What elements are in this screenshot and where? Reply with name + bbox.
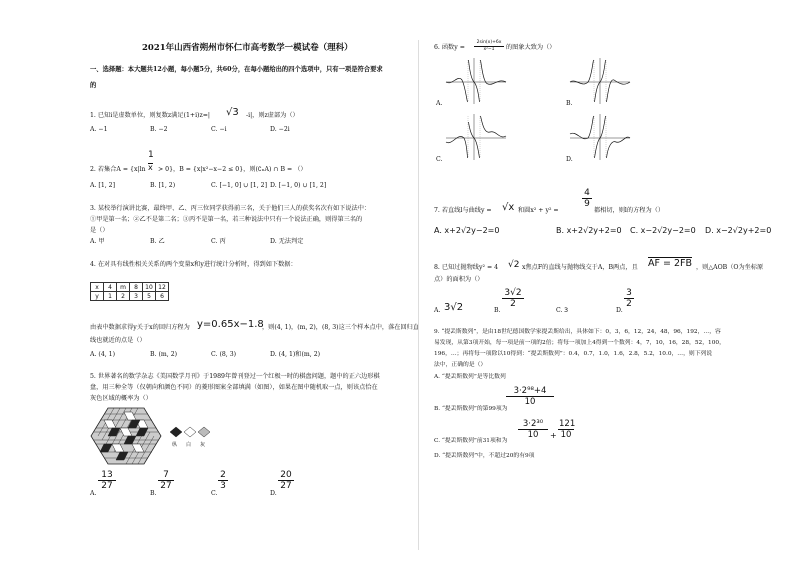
graph-option-c[interactable]: [444, 112, 508, 162]
q7-option-c[interactable]: C. x−2√2y−2=0: [630, 226, 696, 235]
denominator: 27: [101, 481, 113, 491]
table-cell: 3: [130, 292, 143, 301]
q6-option-b[interactable]: B.: [566, 100, 573, 107]
q8-stem-a: 8. 已知过抛物线y² = 4: [434, 264, 499, 271]
q2-option-c[interactable]: C. [−1, 0] ∪ [1, 2]: [211, 182, 268, 189]
q9-line-1: 9. “提丢斯数列”，是由18世纪德国数学家提丢斯给出，具体如下：0，3，6，12，24，48，96，192，…，容: [434, 329, 721, 335]
q4-option-c[interactable]: C. (8, 3): [211, 351, 237, 358]
legend-label-white: 白: [186, 442, 192, 448]
q8-stem-b: x焦点F的直线与抛物线交于A，B两点，且: [522, 264, 638, 271]
q1-stem-a: 1. 已知i是虚数单位，则复数z满足(1+i)z=|: [90, 112, 211, 119]
section-heading-cont: 的: [90, 82, 97, 89]
numerator: 2sin(x)+6x: [474, 40, 504, 47]
q9-option-b[interactable]: B. “提丢斯数列”的第99项为: [434, 406, 508, 412]
numerator: 3·2³⁰: [518, 419, 548, 430]
hexagon-tiling-figure: [90, 406, 162, 466]
q5-option-b-label[interactable]: B.: [150, 490, 157, 497]
q1-option-b[interactable]: B. −2: [150, 126, 168, 133]
table-cell: 8: [130, 283, 143, 292]
q6-stem-b: 的图象大致为（）: [506, 44, 556, 51]
q2-frac-x: x: [148, 163, 153, 172]
column-divider: [418, 40, 419, 550]
denominator: 3: [220, 481, 226, 491]
numerator: 4: [582, 188, 592, 199]
q8-stem-c: ，则△AOB（O为坐标原: [696, 264, 764, 271]
q3-option-c[interactable]: C. 丙: [211, 238, 226, 245]
q5-option-d-label[interactable]: D.: [270, 490, 277, 497]
table-cell: x: [91, 283, 104, 292]
table-cell: 1: [104, 292, 117, 301]
q5-option-c-label[interactable]: C.: [211, 490, 218, 497]
q5-option-a-label[interactable]: A.: [90, 490, 97, 497]
table-cell: 12: [156, 283, 169, 292]
table-cell: y: [91, 292, 104, 301]
q5-line-2: 盘，用三种全等（仅朝向和颜色不同）的菱形图案全部填满（如图），如果在图中随机取一点，则该点恰在: [90, 384, 378, 391]
q3-option-a[interactable]: A. 甲: [90, 238, 105, 245]
q4-option-d[interactable]: D. (4, 1)和(m, 2): [270, 351, 321, 358]
q6-option-c[interactable]: C.: [436, 156, 443, 163]
denominator: 9: [584, 199, 590, 209]
q9-option-c-fraction-1[interactable]: [518, 419, 548, 440]
q6-stem-a: 6. 函数y =: [434, 44, 465, 51]
page-title: 2021年山西省朔州市怀仁市高考数学一模试卷（理科）: [142, 43, 353, 53]
table-row: [91, 292, 169, 301]
q7-option-a[interactable]: A. x+2√2y−2=0: [434, 226, 500, 235]
q5-line-3: 灰色区域的概率为（）: [90, 395, 152, 402]
denominator: 27: [280, 481, 292, 491]
denominator: 10: [524, 397, 536, 407]
q4-stem: 4. 在对具有线性相关关系的两个变量x和y进行统计分析时，得到如下数据：: [90, 261, 297, 268]
q9-option-c[interactable]: C. “提丢斯数列”前31项和为: [434, 438, 508, 444]
table-cell: 5: [143, 292, 156, 301]
table-cell: 6: [156, 292, 169, 301]
q4-data-table: [90, 282, 169, 301]
table-cell: m: [117, 283, 130, 292]
q3-line-3: 是（）: [90, 227, 109, 234]
q9-line-2: 易发现，从第3项开始，每一项是前一项的2倍；将每一项加上4得到一个数列：4，7，10，16，28，52，100，: [434, 340, 725, 346]
q4-line-1a: 由表中数据求得y关于x的回归方程为: [90, 324, 190, 331]
legend-label-dark: 纵: [172, 442, 178, 448]
graph-option-d[interactable]: [568, 112, 632, 162]
q8-option-b-fraction[interactable]: [502, 288, 524, 309]
q9-line-4: 法中，正确的是（）: [434, 362, 487, 368]
q7-option-d[interactable]: D. x−2√2y+2=0: [705, 226, 772, 235]
q6-option-a[interactable]: A.: [436, 100, 443, 107]
numerator: 7: [158, 470, 174, 481]
q9-option-d[interactable]: D. “提丢斯数列”中，不超过20的有9项: [434, 453, 535, 459]
q1-option-d[interactable]: D. −2i: [270, 126, 290, 133]
q8-sqrt: √2: [508, 260, 520, 270]
q7-stem-c: 都相切，则l的方程为（）: [594, 207, 665, 214]
q2-frac-top: 1: [148, 150, 154, 160]
numerator: 3: [624, 288, 634, 299]
q7-stem-b: 和圆x² + y² =: [518, 207, 559, 214]
q1-option-a[interactable]: A. −1: [90, 126, 108, 133]
table-cell: 4: [104, 283, 117, 292]
q9-line-3: 196，…；再将每一项除以10得到：“提丢斯数列”：0.4，0.7，1.0，1.6，2.8，5.2，10.0，…，则下列说: [434, 351, 713, 357]
table-cell: 2: [117, 292, 130, 301]
q8-option-d-fraction[interactable]: [624, 288, 634, 309]
q7-stem-a: 7. 若直线l与曲线y =: [434, 207, 492, 214]
q5-option-b-fraction[interactable]: [158, 470, 174, 491]
q8-option-a-label[interactable]: A.: [434, 307, 441, 314]
q4-equation: y=0.65x−1.8: [197, 319, 264, 330]
q7-radius-fraction: [582, 188, 592, 209]
q2-option-a[interactable]: A. [1, 2]: [90, 182, 116, 189]
q2-stem-b: > 0}，B = {x|x²−x−2 ≤ 0}，则(∁ₙA) ∩ B = （）: [158, 166, 307, 173]
q6-function-fraction: [474, 40, 504, 53]
numerator: 121: [559, 419, 576, 429]
q5-option-a-fraction[interactable]: [98, 470, 116, 491]
q8-option-a-value[interactable]: 3√2: [444, 302, 464, 313]
q9-option-c-fraction-2[interactable]: [558, 419, 574, 440]
q7-sqrt: √x: [502, 202, 515, 213]
denominator: 10: [560, 430, 572, 440]
q5-option-d-fraction[interactable]: [278, 470, 294, 491]
q3-line-1: 3. 某校举行演讲比赛，最终甲、乙、丙三位同学获得前三名，关于他们三人的获奖名次有如下说法中：: [90, 205, 371, 212]
numerator: 3√2: [502, 288, 524, 299]
numerator: 13: [98, 470, 116, 481]
table-row: [91, 283, 169, 292]
denominator: x²−1: [483, 47, 495, 52]
q1-sqrt: √3: [226, 107, 239, 118]
numerator: 3·2⁹⁸+4: [506, 386, 554, 397]
q3-line-2: ①甲是第一名；②乙不是第二名；③丙不是第一名，若三种说法中只有一个说法正确，则得第三名的: [90, 216, 363, 223]
q8-vector-equation: AF = 2FB: [648, 258, 692, 269]
q8-option-c-label[interactable]: C.: [556, 307, 563, 314]
graph-option-a[interactable]: [444, 56, 508, 106]
q1-option-c[interactable]: C. −i: [211, 126, 227, 133]
q4-line-1b: ，则(4, 1)，(m, 2)，(8, 3)这三个样本点中，落在回归直: [262, 324, 420, 331]
denominator: 27: [160, 481, 172, 491]
q6-option-d[interactable]: D.: [566, 156, 573, 163]
q8-line-2: 点）的面积为（）: [434, 276, 484, 283]
numerator: 20: [278, 470, 294, 481]
legend-label-gray: 灰: [200, 442, 206, 448]
q2-option-d[interactable]: D. [−1, 0) ∪ [1, 2]: [270, 182, 327, 189]
section-heading: 一、选择题：本大题共12小题，每小题5分，共60分，在每小题给出的四个选项中，只有一项是符合要求: [90, 66, 383, 73]
denominator: 10: [527, 430, 539, 440]
q7-option-b[interactable]: B. x+2√2y+2=0: [556, 226, 622, 235]
table-cell: 10: [143, 283, 156, 292]
q9-option-c-plus: +: [550, 431, 557, 440]
rhombus-legend-figure: [168, 425, 212, 439]
denominator: 2: [510, 299, 516, 309]
q1-stem-b: -i|，则z虚部为（）: [246, 112, 299, 119]
graph-option-b[interactable]: [568, 56, 632, 106]
q9-option-b-fraction[interactable]: [506, 386, 554, 407]
q3-option-d[interactable]: D. 无法判定: [270, 238, 304, 245]
q4-option-b[interactable]: B. (m, 2): [150, 351, 178, 358]
q3-option-b[interactable]: B. 乙: [150, 238, 165, 245]
q4-option-a[interactable]: A. (4, 1): [90, 351, 116, 358]
q8-option-b-label[interactable]: B.: [494, 307, 501, 314]
q2-stem-a: 2. 若集合A = {x|ln: [90, 166, 146, 173]
q8-option-d-label[interactable]: D.: [616, 307, 623, 314]
q5-line-1: 5. 世界著名的数学杂志《美国数学月刊》于1989年曾刊登过一个红极一时的棋盘问题，题中的正六边形棋: [90, 373, 380, 380]
q5-option-c-fraction[interactable]: [218, 470, 228, 491]
denominator: 2: [626, 299, 632, 309]
q2-option-b[interactable]: B. [1, 2): [150, 182, 176, 189]
numerator: 2: [218, 470, 228, 481]
q9-option-a[interactable]: A. “提丢斯数列”是等比数列: [434, 374, 506, 380]
q4-line-2: 线也就近的点是（）: [90, 337, 146, 344]
q8-option-c-value[interactable]: 3: [564, 306, 569, 314]
